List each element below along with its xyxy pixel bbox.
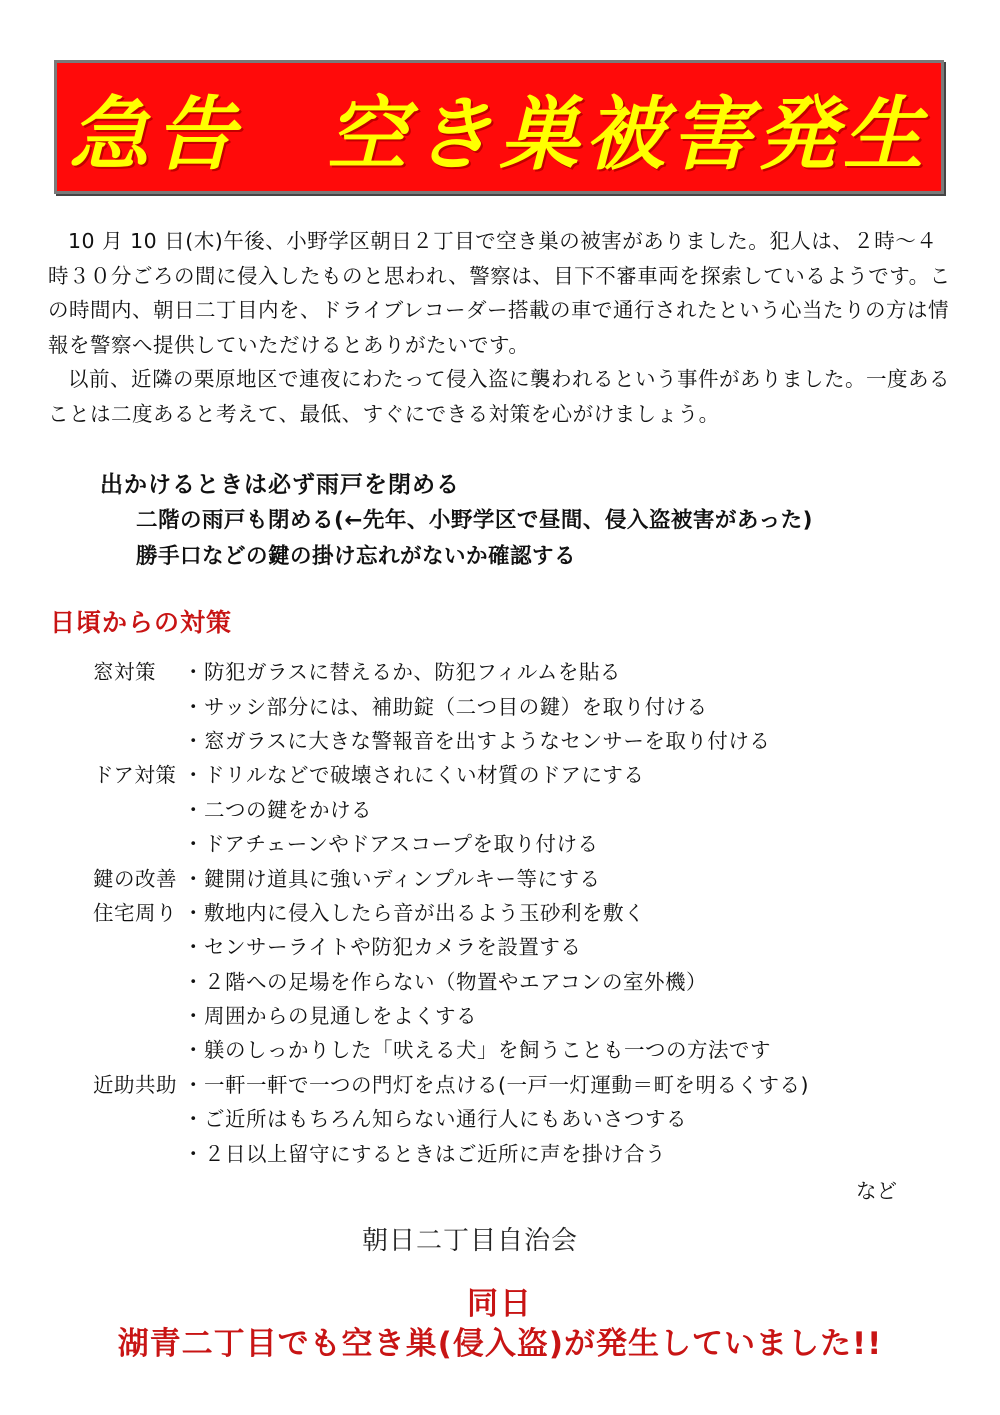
measure-item: ・鍵開け道具に強いディンプルキー等にする	[183, 866, 601, 891]
measure-row	[93, 653, 923, 687]
measure-row	[93, 1100, 923, 1134]
daily-measures-heading: 日頃からの対策	[50, 608, 233, 637]
measure-row	[93, 1134, 923, 1168]
association-name: 朝日二丁目自治会	[361, 1226, 578, 1256]
check-sub-1: 二階の雨戸も閉める(←先年、小野学区で昼間、侵入盗被害があった)	[136, 508, 813, 533]
measure-category: 近助共助	[93, 1072, 177, 1097]
measure-row	[93, 756, 923, 790]
intro-paragraph-2: 以前、近隣の栗原地区で連夜にわたって侵入盗に襲われるという事件がありました。一度あることは二度あると考えて、最低、すぐにできる対策を心がけましょう。	[48, 367, 950, 426]
measures-list	[93, 653, 923, 1169]
page-title: 急告 空き巣被害発生	[69, 87, 929, 181]
etc-label: など	[856, 1179, 897, 1203]
measure-item: ・一軒一軒で一つの門灯を点ける(一戸一灯運動＝町を明るくする)	[183, 1072, 809, 1097]
measure-item: ・センサーライトや防犯カメラを設置する	[183, 935, 582, 960]
measure-item: ・二つの鍵をかける	[183, 797, 372, 822]
measure-item: ・ドリルなどで破壊されにくい材質のドアにする	[183, 763, 645, 788]
check-sub-2: 勝手口などの鍵の掛け忘れがないか確認する	[136, 544, 577, 569]
measure-row	[93, 1031, 923, 1065]
measure-item: ・ドアチェーンやドアスコープを取り付ける	[183, 832, 599, 857]
footer-notice: 湖青二丁目でも空き巣(侵入盗)が発生していました!!	[117, 1326, 883, 1362]
check-main: 出かけるときは必ず雨戸を閉める	[100, 472, 460, 498]
title-banner	[54, 60, 944, 194]
measure-row	[93, 894, 923, 928]
measure-row	[93, 791, 923, 825]
measure-row	[93, 722, 923, 756]
measure-category: ドア対策	[93, 763, 177, 788]
measure-item: ・周囲からの見通しをよくする	[183, 1004, 477, 1029]
measure-item: ・防犯ガラスに替えるか、防犯フィルムを貼る	[183, 660, 621, 685]
measure-category: 鍵の改善	[93, 866, 177, 891]
intro-section	[48, 224, 958, 431]
measure-row	[93, 997, 923, 1031]
measure-row	[93, 928, 923, 962]
measure-row	[93, 1066, 923, 1100]
checks-section	[100, 467, 960, 575]
measure-row	[93, 687, 923, 721]
measure-row	[93, 859, 923, 893]
measure-row	[93, 825, 923, 859]
measure-item: ・躾のしっかりした「吠える犬」を飼うことも一つの方法です	[183, 1038, 771, 1063]
measure-category: 住宅周り	[93, 900, 177, 925]
footer-same-day: 同日	[467, 1286, 533, 1322]
measure-category: 窓対策	[93, 660, 156, 685]
measure-item: ・２日以上留守にするときはご近所に声を掛け合う	[183, 1141, 666, 1166]
measure-item: ・窓ガラスに大きな警報音を出すようなセンサーを取り付ける	[183, 728, 771, 753]
measure-item: ・ご近所はもちろん知らない通行人にもあいさつする	[183, 1107, 687, 1132]
measure-item: ・２階への足場を作らない（物置やエアコンの室外機）	[183, 969, 707, 994]
measure-row	[93, 963, 923, 997]
measure-item: ・敷地内に侵入したら音が出るよう玉砂利を敷く	[183, 900, 645, 925]
measure-item: ・サッシ部分には、補助錠（二つ目の鍵）を取り付ける	[183, 694, 708, 719]
intro-paragraph-1: 10 月 10 日(木)午後、小野学区朝日２丁目で空き巣の被害がありました。犯人は、２時～４時３０分ごろの間に侵入したものと思われ、警察は、目下不審車両を探索しているようです。この時間内、朝日二丁目内を、ドライブレコーダー搭載の車で通行されたという心当たりの方は情報を警察へ提供していただけるとありがたいです。	[48, 229, 951, 357]
